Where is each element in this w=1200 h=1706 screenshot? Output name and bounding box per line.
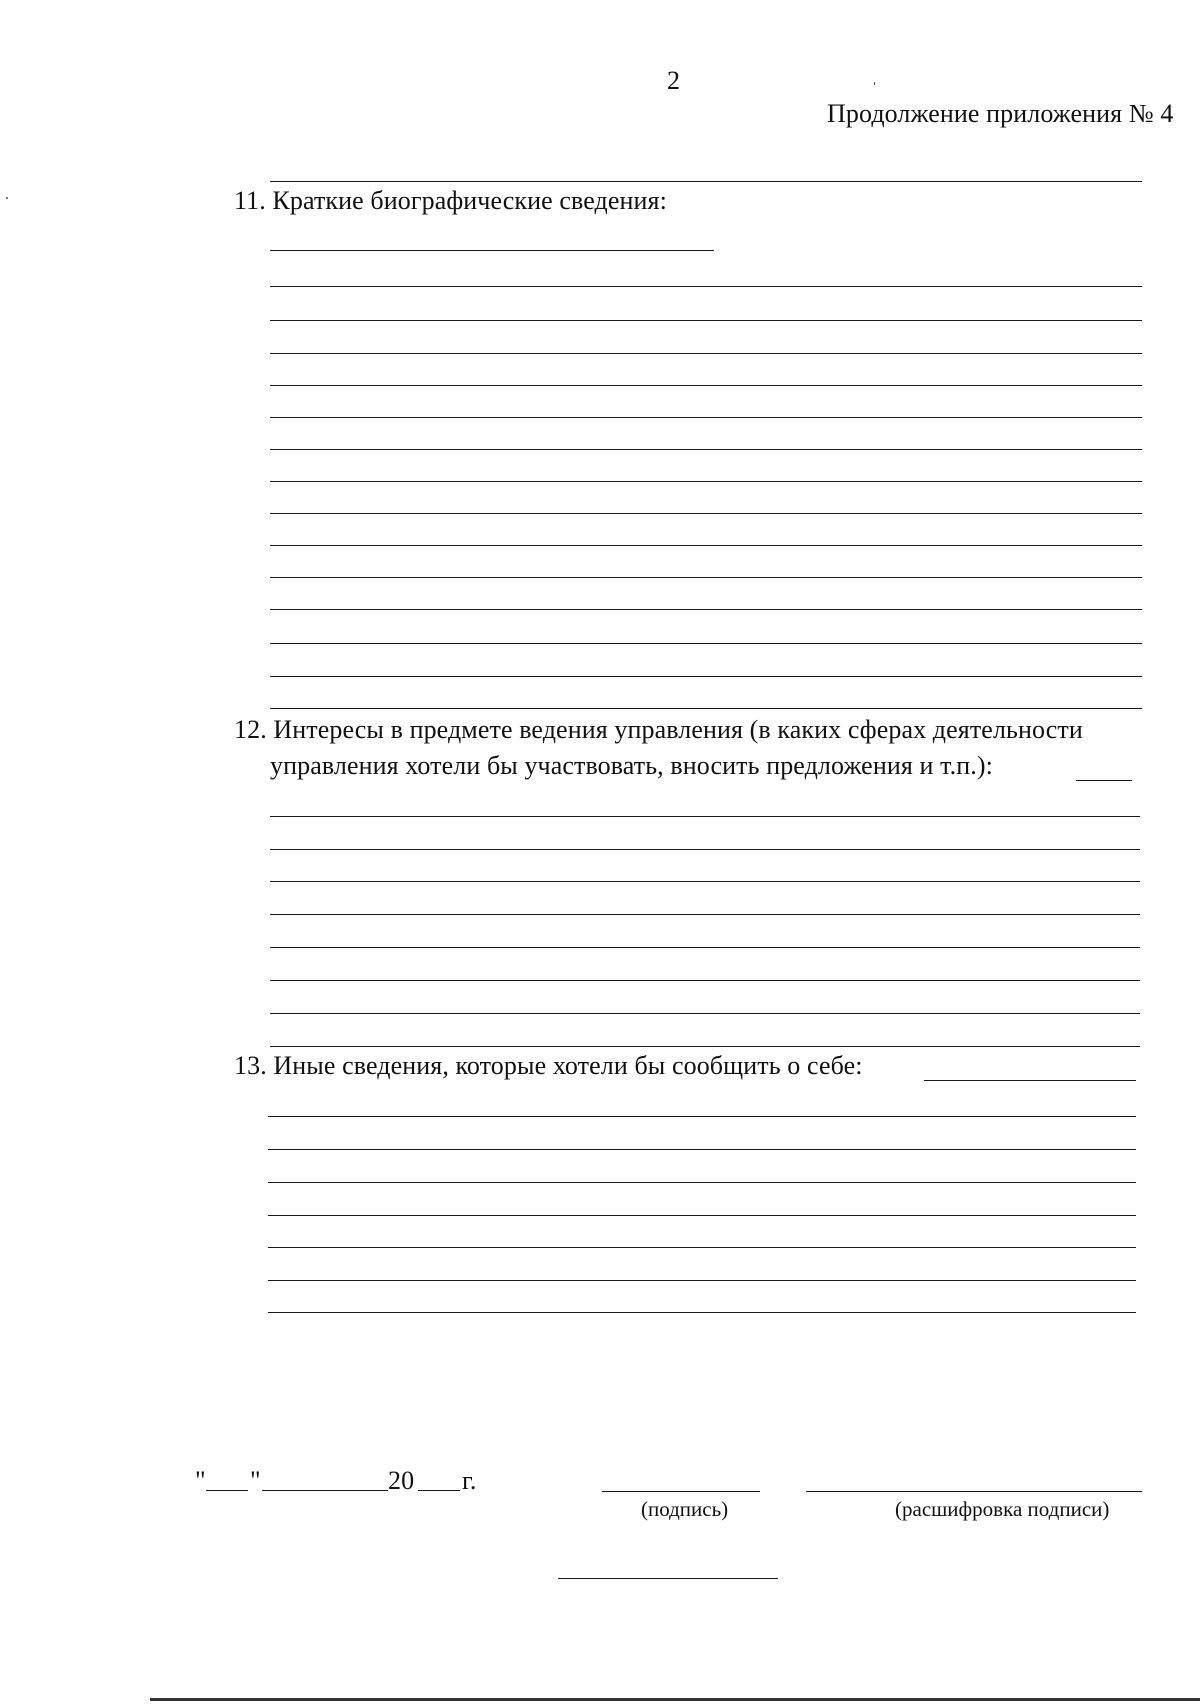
section-13-line[interactable] — [268, 1215, 1136, 1216]
section-11-line[interactable] — [270, 577, 1142, 578]
section-11-line[interactable] — [270, 286, 1142, 287]
section-12-line[interactable] — [270, 1013, 1140, 1014]
section-11-line[interactable] — [270, 676, 1142, 677]
section-12-title-line2: управления хотели бы участвовать, вносить предложения и т.п.): — [270, 751, 993, 780]
section-13-line[interactable] — [268, 1182, 1136, 1183]
date-year-field[interactable] — [418, 1462, 460, 1491]
section-11-line[interactable] — [270, 481, 1142, 482]
bottom-blank-line[interactable] — [558, 1578, 778, 1579]
signature-line[interactable] — [602, 1491, 760, 1492]
section-12-title-line1: 12. Интересы в предмете ведения управления (в каких сферах деятельности — [234, 715, 1083, 744]
section-11-line[interactable] — [270, 545, 1142, 546]
section-11-title: 11. Краткие биографические сведения: — [234, 186, 667, 215]
signature-decoding-line[interactable] — [806, 1491, 1142, 1492]
section-12-line[interactable] — [270, 980, 1140, 981]
section-11-line[interactable] — [270, 609, 1142, 610]
section-11-line[interactable] — [270, 643, 1142, 644]
date-year-suffix: г. — [462, 1466, 477, 1495]
appendix-label: Продолжение приложения № 4 — [827, 99, 1174, 128]
signature-decoding-caption: (расшифровка подписи) — [895, 1497, 1110, 1521]
section-11-line[interactable] — [270, 250, 714, 251]
signature-caption: (подпись) — [641, 1497, 729, 1521]
section-11-line[interactable] — [270, 417, 1142, 418]
section-12-inline-blank[interactable] — [1076, 752, 1132, 781]
page-bottom-edge — [150, 1698, 1200, 1701]
section-12-line[interactable] — [270, 914, 1140, 915]
date-month-field[interactable] — [262, 1462, 388, 1491]
section-11-line[interactable] — [270, 708, 1142, 709]
section-13-line[interactable] — [268, 1247, 1136, 1248]
section-12-line[interactable] — [270, 947, 1140, 948]
scan-speck — [874, 82, 875, 85]
date-quote-open: " — [195, 1466, 206, 1495]
scan-speck — [6, 197, 8, 199]
page-number: 2 — [667, 66, 681, 95]
date-day-field[interactable] — [206, 1462, 248, 1491]
section-11-line[interactable] — [270, 353, 1142, 354]
section-13-title: 13. Иные сведения, которые хотели бы сообщить о себе: — [234, 1051, 863, 1080]
section-11-line[interactable] — [270, 513, 1142, 514]
section-12-line[interactable] — [270, 1046, 1140, 1047]
section-13-line[interactable] — [268, 1116, 1136, 1117]
section-13-line[interactable] — [268, 1149, 1136, 1150]
section-12-line[interactable] — [270, 881, 1140, 882]
section-13-line[interactable] — [268, 1280, 1136, 1281]
section-13-inline-blank[interactable] — [924, 1052, 1136, 1081]
section-12-line[interactable] — [270, 816, 1140, 817]
date-year-prefix: 20 — [388, 1466, 415, 1495]
section-11-line[interactable] — [270, 385, 1142, 386]
section-11-line[interactable] — [270, 320, 1142, 321]
header-rule — [270, 181, 1142, 182]
section-11-line[interactable] — [270, 449, 1142, 450]
date-quote-close: " — [250, 1466, 261, 1495]
section-13-line[interactable] — [268, 1312, 1136, 1313]
section-12-line[interactable] — [270, 849, 1140, 850]
